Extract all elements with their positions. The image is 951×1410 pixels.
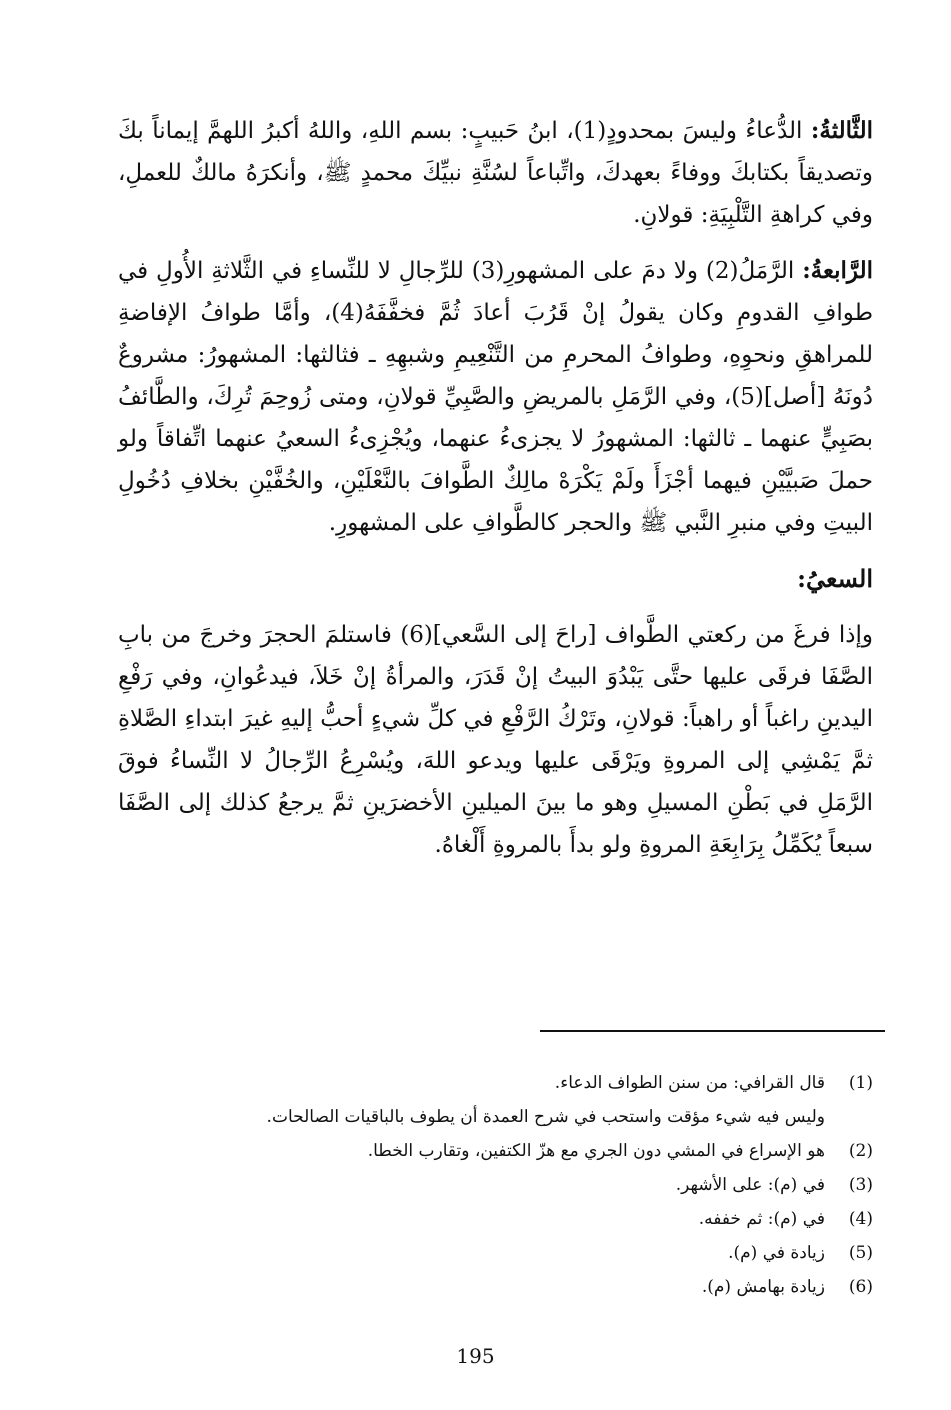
paragraph-lead: الثَّالثةُ:: [810, 117, 873, 144]
footnote-text: في (م): على الأشهر.: [675, 1175, 825, 1195]
footnote-text: في (م): ثم خففه.: [698, 1209, 825, 1229]
section-heading: السعيُ:: [797, 564, 873, 593]
footnote-continuation: وليس فيه شيء مؤقت واستحب في شرح العمدة أن يطوف بالباقيات الصالحات.: [266, 1107, 825, 1127]
footnote-number: (2): [848, 1141, 873, 1161]
footnote-3: [118, 1168, 873, 1202]
footnote-number: (4): [848, 1209, 873, 1229]
footnote-text: قال القرافي: من سنن الطواف الدعاء.: [554, 1073, 825, 1093]
main-text: [118, 110, 873, 880]
footnote-number: (3): [848, 1175, 873, 1195]
footnote-number: (6): [848, 1277, 873, 1297]
footnote-text: زيادة بهامش (م).: [701, 1277, 825, 1297]
paragraph-text: الرَّمَلُ(2) ولا دمَ على المشهورِ(3) للرِّجالِ لا للنِّساءِ في الثَّلاثةِ الأُولِ في طوافِ القدومِ وكان يقولُ إنْ قَرُبَ أعادَ ثُمَّ فخفَّفَهُ(4)، وأمَّا طوافُ الإفاضةِ للمراهقِ ونحوِهِ، وطوافُ المحرمِ من التَّنْعِيمِ وشبهِهِ ـ فثالثها: المشهورُ: مشروعٌ دُونَهُ [أصل](5)، وفي الرَّمَلِ بالمريضِ والصَّبِيِّ قولانِ، ومتى زُوحِمَ تُرِكَ، والطَّائفُ بصَبِيٍّ عنهما ـ ثالثها: المشهورُ لا يجزىءُ عنهما، ويُجْزِىءُ السعيُ عنهما اتِّفاقاً ولو حملَ صَبيَّيْنِ فيهما أجْزَأَ ولَمْ يَكْرَهْ مالِكٌ الطَّوافَ بالنَّعْلَيْنِ، والخُفَّيْنِ بخلافِ دُخُولِ البيتِ وفي منبرِ النَّبي ﷺ والحجر كالطَّوافِ على المشهورِ.: [118, 258, 873, 536]
paragraph-third: [118, 110, 873, 236]
footnote-4: [118, 1202, 873, 1236]
footnote-divider: [540, 1030, 885, 1032]
paragraph-lead: الرَّابعةُ:: [802, 257, 873, 284]
footnote-1: [118, 1066, 873, 1100]
footnote-text: زيادة في (م).: [728, 1243, 825, 1263]
page-number: 195: [456, 1344, 495, 1368]
paragraph-text: الدُّعاءُ وليسَ بمحدودٍ(1)، ابنُ حَبيبٍ: بسم اللهِ، واللهُ أكبرُ اللهمَّ إيماناً بكَ وتصديقاً بكتابكَ ووفاءً بعهدكَ، واتِّباعاً لسُنَّةِ نبيِّكَ محمدٍ ﷺ، وأنكرَهُ مالكٌ للعملِ، وفي كراهةِ التَّلْبِيَةِ: قولانِ.: [118, 118, 873, 228]
footnote-number: (5): [848, 1243, 873, 1263]
footnote-text: هو الإسراع في المشي دون الجري مع هزّ الكتفين، وتقارب الخطا.: [367, 1141, 825, 1161]
footnote-5: [118, 1236, 873, 1270]
footnote-6: [118, 1270, 873, 1304]
footnotes: [118, 1066, 873, 1304]
paragraph-fourth: [118, 250, 873, 544]
section-paragraph: وإذا فرغَ من ركعتي الطَّواف [راحَ إلى السَّعي](6) فاستلمَ الحجرَ وخرجَ من بابِ الصَّفَا فرقَى عليها حتَّى يَبْدُوَ البيتُ إنْ قَدَرَ، والمرأةُ إنْ خَلاَ، فيدعُوانِ، وفي رَفْعِ اليدينِ راغباً أو راهباً: قولانِ، وتَرْكُ الرَّفْعِ في كلِّ شيءٍ أحبُّ إليهِ غيرَ ابتداءِ الصَّلاةِ ثمَّ يَمْشِي إلى المروةِ ويَرْقَى عليها ويدعو اللهَ، ويُسْرِعُ الرِّجالُ لا النِّساءُ فوقَ الرَّمَلِ في بَطْنِ المسيلِ وهو ما بينَ الميلينِ الأخضرَينِ ثمَّ يرجعُ كذلك إلى الصَّفَا سبعاً يُكَمِّلُ بِرَابِعَةِ المروةِ ولو بدأَ بالمروةِ أَلْغاهُ.: [118, 622, 874, 858]
footnote-2: [118, 1134, 873, 1168]
footnote-number: (1): [848, 1073, 873, 1093]
